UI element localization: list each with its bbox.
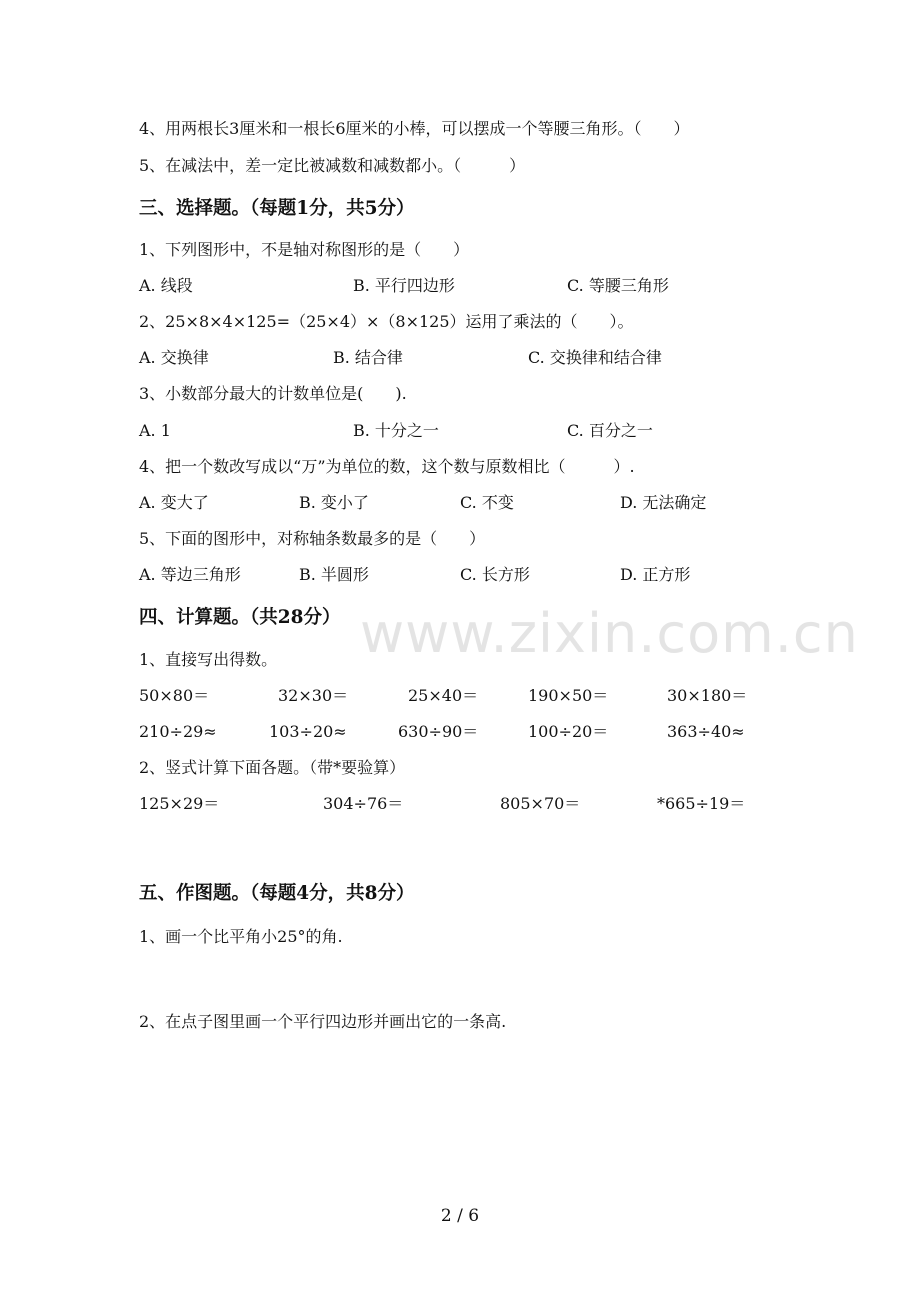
choice-q3-option-c: C. 百分之一 <box>567 421 653 440</box>
drawing-question-1: 1、画一个比平角小25°的角. <box>139 927 343 946</box>
choice-q1-option-c: C. 等腰三角形 <box>567 276 669 295</box>
choice-question-4: 4、把一个数改写成以“万”为单位的数，这个数与原数相比（ ）. <box>139 457 635 476</box>
calc-q2-item: 304÷76＝ <box>323 794 404 813</box>
calc-q1-item: 25×40＝ <box>408 686 479 705</box>
choice-q3-option-a: A. 1 <box>139 421 171 440</box>
page-number: 2 / 6 <box>440 1206 480 1226</box>
choice-q5-option-b: B. 半圆形 <box>299 565 369 584</box>
section-4-title: 四、计算题。（共28分） <box>139 607 341 628</box>
choice-q5-option-d: D. 正方形 <box>620 565 691 584</box>
section-3-title: 三、选择题。（每题1分，共5分） <box>139 198 415 219</box>
judge-question-4: 4、用两根长3厘米和一根长6厘米的小棒，可以摆成一个等腰三角形。（ ） <box>139 119 690 138</box>
calc-q1-item: 630÷90＝ <box>398 722 479 741</box>
choice-q4-option-d: D. 无法确定 <box>620 493 707 512</box>
choice-q1-option-b: B. 平行四边形 <box>353 276 455 295</box>
choice-q4-option-b: B. 变小了 <box>299 493 369 512</box>
choice-q1-option-a: A. 线段 <box>139 276 193 295</box>
calc-q2-item: 125×29＝ <box>139 794 220 813</box>
choice-question-1: 1、下列图形中，不是轴对称图形的是（ ） <box>139 240 470 259</box>
choice-q5-option-c: C. 长方形 <box>460 565 530 584</box>
calc-q2-item: 805×70＝ <box>500 794 581 813</box>
section-5-title: 五、作图题。（每题4分，共8分） <box>139 883 415 904</box>
choice-question-3: 3、小数部分最大的计数单位是( ). <box>139 384 407 403</box>
choice-q3-option-b: B. 十分之一 <box>353 421 439 440</box>
calc-q1-item: 50×80＝ <box>139 686 210 705</box>
choice-question-2: 2、25×8×4×125=（25×4）×（8×125）运用了乘法的（ ）。 <box>139 312 634 331</box>
choice-q2-option-b: B. 结合律 <box>333 348 403 367</box>
judge-question-5: 5、在减法中，差一定比被减数和减数都小。（ ） <box>139 156 526 175</box>
calc-q2-item: *665÷19＝ <box>657 794 746 813</box>
choice-q4-option-c: C. 不变 <box>460 493 514 512</box>
calc-q1-item: 363÷40≈ <box>667 722 745 741</box>
choice-q5-option-a: A. 等边三角形 <box>139 565 241 584</box>
choice-q2-option-a: A. 交换律 <box>139 348 209 367</box>
calc-q1-item: 32×30＝ <box>278 686 349 705</box>
calc-question-2: 2、竖式计算下面各题。（带*要验算） <box>139 758 406 777</box>
calc-q1-item: 190×50＝ <box>528 686 609 705</box>
watermark: www.zixin.com.cn <box>360 602 859 665</box>
drawing-question-2: 2、在点子图里画一个平行四边形并画出它的一条高. <box>139 1012 507 1031</box>
calc-q1-item: 103÷20≈ <box>269 722 347 741</box>
calc-q1-item: 30×180＝ <box>667 686 748 705</box>
choice-q2-option-c: C. 交换律和结合律 <box>528 348 662 367</box>
calc-q1-item: 210÷29≈ <box>139 722 217 741</box>
choice-q4-option-a: A. 变大了 <box>139 493 209 512</box>
calc-question-1: 1、直接写出得数。 <box>139 650 278 669</box>
calc-q1-item: 100÷20＝ <box>528 722 609 741</box>
choice-question-5: 5、下面的图形中，对称轴条数最多的是（ ） <box>139 529 486 548</box>
